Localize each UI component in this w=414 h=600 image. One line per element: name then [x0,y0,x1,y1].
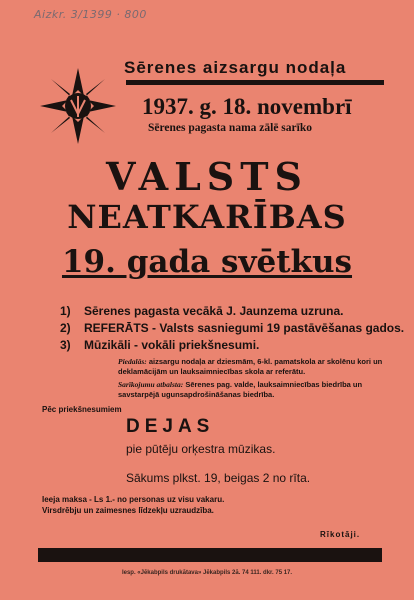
footer-bar [38,548,382,562]
wardrobe-note: Virsdrēbju un zaimesnes līdzekļu uzraudzība. [42,506,214,515]
printer-imprint: Iesp. «Jēkabpils drukātava» Jēkabpils 2ā. 74 111. dkr. 75 17. [121,570,293,576]
title-line-1: VALSTS [106,154,308,199]
program-item [60,338,259,352]
program-item [60,304,343,318]
organization-name: Sērenes aizsargu nodaļa [124,58,347,77]
after-performances: Pēc priekšnesumiem [42,405,122,414]
supporters-text: Sērenes pag. valde, lauksaimniecības biedrība un savstarpējā ugunsapdrošināšanas biedrība. [118,380,363,399]
program-item [60,321,404,335]
supporters-note [118,380,388,400]
event-date: 1937. g. 18. novembrī [142,94,352,119]
aizsargi-star-emblem [40,68,116,144]
archive-pencil-note: Aizkr. 3/1399 · 800 [34,8,147,21]
dance-heading: DEJAS [126,416,215,437]
program-number: 2) [60,321,71,335]
program-number: 3) [60,338,71,352]
program-text: Sērenes pagasta vecākā J. Jaunzema uzruna. [84,304,344,318]
program-number: 1) [60,304,71,318]
participants-text: aizsargu nodaļa ar dziesmām, 6-kl. pamatskola ar skolēnu kori un deklamācijām un lauksaimniecības skola ar referātu. [118,357,383,376]
title-line-2: NEATKARĪBAS [67,198,347,236]
program-text: REFERĀTS - Valsts sasniegumi 19 pastāvēšanas gados. [84,321,405,335]
event-times: Sākums plkst. 19, beigas 2 no rīta. [126,471,311,485]
entry-fee: Ieeja maksa - Ls 1.- no personas uz visu vakaru. [42,495,225,504]
program-text: Mūzikāli - vokāli priekšnesumi. [84,338,260,352]
supporters-lead: Sarīkojumu atbalsta: [118,380,184,389]
participants-lead: Piedalās: [118,357,147,366]
header-rule [126,80,384,85]
organizers-signature: Rīkotāji. [320,530,361,539]
title-line-3: 19. gada svētkus [61,244,353,280]
orchestra-note: pie pūtēju orķestra mūzikas. [126,442,276,456]
event-venue: Sērenes pagasta nama zālē sarīko [148,122,312,134]
participants-note [118,357,388,377]
